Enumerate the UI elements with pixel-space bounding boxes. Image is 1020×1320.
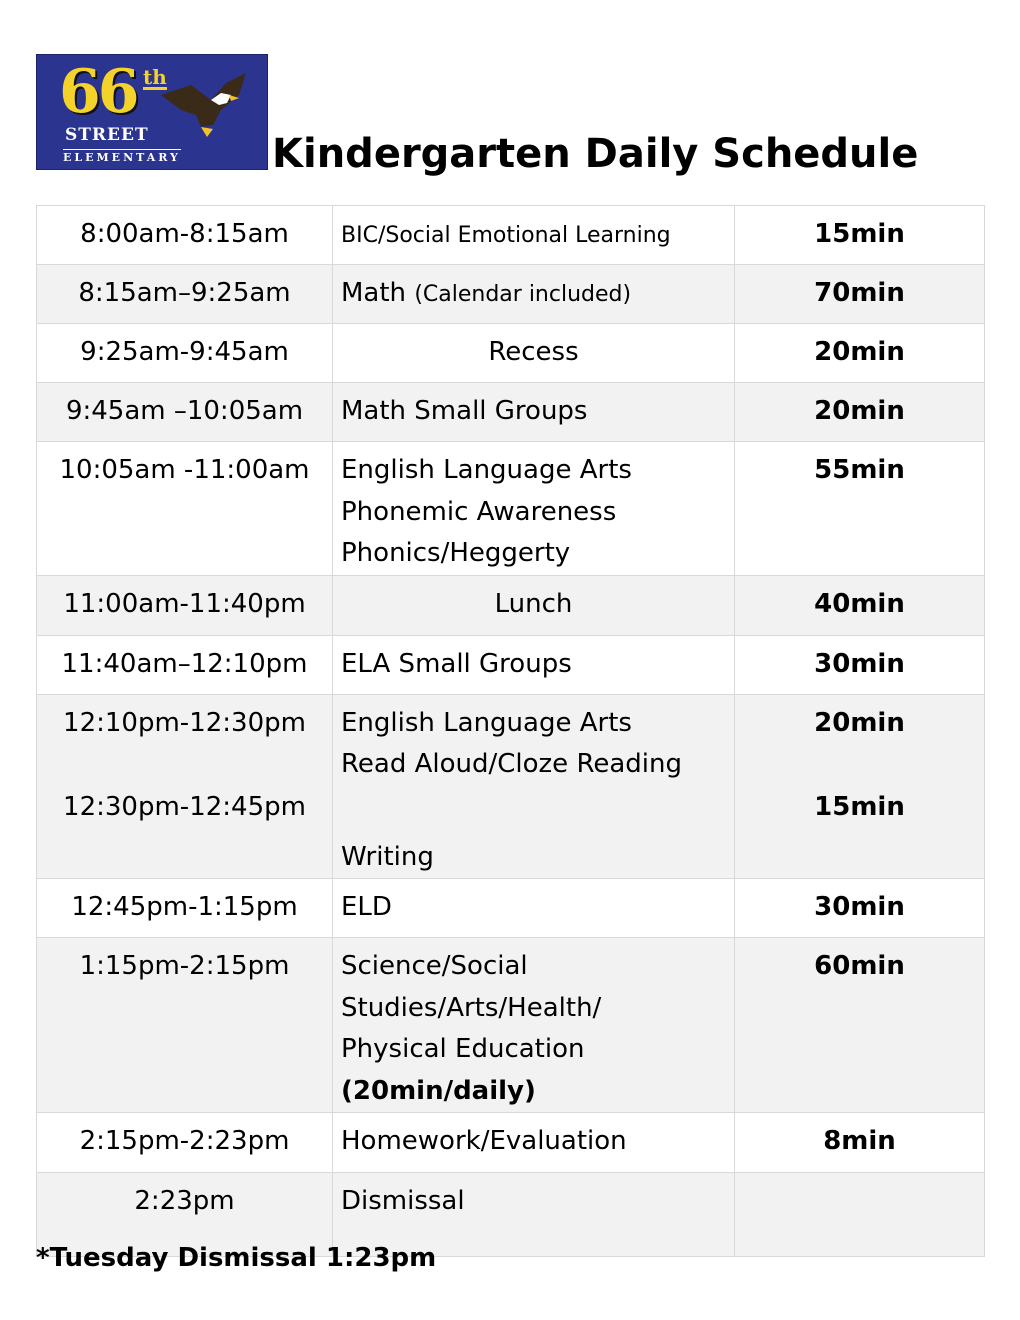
time-cell: 2:15pm-2:23pm <box>37 1113 333 1173</box>
schedule-row <box>37 694 985 879</box>
time-cell: 2:23pm <box>37 1173 333 1257</box>
activity-line: Phonics/Heggerty <box>341 538 571 568</box>
schedule-row <box>37 879 985 938</box>
time-cell: 9:45am –10:05am <box>37 383 333 442</box>
time-label: 12:30pm-12:45pm <box>63 792 306 822</box>
time-cell: 9:25am-9:45am <box>37 324 333 383</box>
schedule-row <box>37 324 985 383</box>
footnote: *Tuesday Dismissal 1:23pm <box>36 1243 437 1273</box>
duration-label: 20min <box>814 707 905 738</box>
schedule-row <box>37 575 985 635</box>
activity-cell: Recess <box>333 324 735 383</box>
logo-number: 66 <box>59 57 137 127</box>
activity-line: Phonemic Awareness <box>341 496 617 527</box>
activity-cell: Lunch <box>333 575 735 635</box>
time-cell: 12:45pm-1:15pm <box>37 879 333 938</box>
page-title: Kindergarten Daily Schedule <box>272 131 919 177</box>
duration-cell <box>735 694 985 879</box>
activity-line: Science/Social <box>341 951 528 981</box>
duration-cell: 8min <box>735 1113 985 1173</box>
duration-cell: 20min <box>735 383 985 442</box>
activity-line: Writing <box>341 841 434 872</box>
duration-cell: 20min <box>735 324 985 383</box>
schedule-table <box>36 205 985 1257</box>
schedule-row <box>37 442 985 576</box>
activity-line-bold: (20min/daily) <box>341 1075 536 1106</box>
activity-cell <box>333 442 735 576</box>
duration-cell: 70min <box>735 265 985 324</box>
activity-line: Studies/Arts/Health/ <box>341 992 602 1023</box>
logo-superscript: th <box>143 65 167 89</box>
activity-line: English Language Arts <box>341 707 632 738</box>
time-cell: 1:15pm-2:15pm <box>37 938 333 1113</box>
time-cell: 11:40am–12:10pm <box>37 635 333 694</box>
time-cell: 8:00am-8:15am <box>37 206 333 265</box>
logo-street: STREET <box>65 125 149 145</box>
activity-line: Read Aloud/Cloze Reading <box>341 749 682 779</box>
activity-note: (Calendar included) <box>414 282 632 307</box>
duration-cell: 60min <box>735 938 985 1113</box>
time-cell: 11:00am-11:40pm <box>37 575 333 635</box>
activity-cell: ELD <box>333 879 735 938</box>
activity-cell: Homework/Evaluation <box>333 1113 735 1173</box>
activity-line: Physical Education <box>341 1034 585 1064</box>
activity-label: Math <box>341 278 407 308</box>
duration-cell: 40min <box>735 575 985 635</box>
duration-label: 15min <box>814 792 905 822</box>
spacer <box>341 786 726 817</box>
spacer <box>45 744 324 775</box>
schedule-row <box>37 635 985 694</box>
activity-cell <box>333 265 735 324</box>
activity-cell: Math Small Groups <box>333 383 735 442</box>
duration-cell: 30min <box>735 879 985 938</box>
time-cell <box>37 694 333 879</box>
duration-cell: 15min <box>735 206 985 265</box>
activity-line: English Language Arts <box>341 455 632 485</box>
schedule-row <box>37 265 985 324</box>
time-cell: 10:05am -11:00am <box>37 442 333 576</box>
activity-cell <box>333 206 735 265</box>
activity-cell: ELA Small Groups <box>333 635 735 694</box>
schedule-row <box>37 1113 985 1173</box>
duration-cell <box>735 1173 985 1257</box>
duration-cell: 30min <box>735 635 985 694</box>
activity-cell <box>333 938 735 1113</box>
activity-cell: Dismissal <box>333 1173 735 1257</box>
schedule-row <box>37 938 985 1113</box>
duration-cell: 55min <box>735 442 985 576</box>
time-cell: 8:15am–9:25am <box>37 265 333 324</box>
logo-elementary: ELEMENTARY <box>63 151 181 164</box>
eagle-icon <box>151 65 261 155</box>
activity-cell <box>333 694 735 879</box>
schedule-row <box>37 383 985 442</box>
time-label: 12:10pm-12:30pm <box>63 707 306 738</box>
schedule-row <box>37 206 985 265</box>
spacer <box>743 744 976 775</box>
activity-label: BIC/Social Emotional Learning <box>341 223 671 248</box>
school-logo <box>36 54 268 170</box>
